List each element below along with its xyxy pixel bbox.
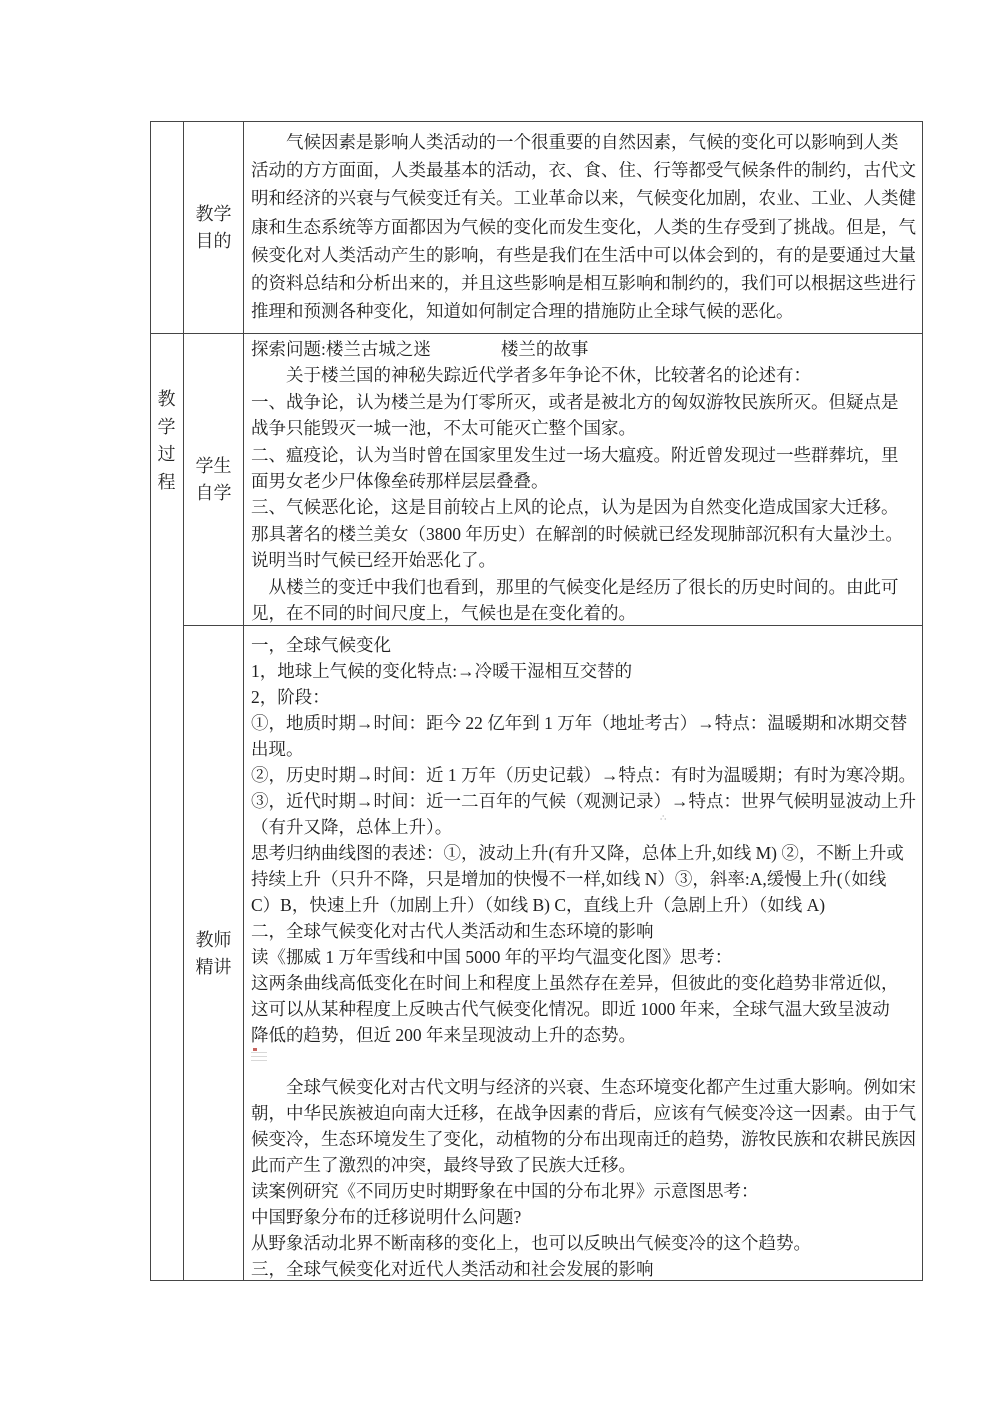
text-line: 那具著名的楼兰美女（3800 年历史）在解剖的时候就已经发现肺部沉积有大量沙土。 (251, 523, 903, 544)
text-line: 从楼兰的变迁中我们也看到，那里的气候变化是经历了很长的历史时间的。由此可 (251, 576, 899, 597)
text-line: ①，地质时期→时间：距今 22 亿年到 1 万年（地址考古）→特点：温暖期和冰期交替 (251, 713, 908, 733)
text-line: 推理和预测各种变化，知道如何制定合理的措施防止全球气候的恶化。 (251, 301, 794, 322)
text-line: 1，地球上气候的变化特点:→冷暖干湿相互交替的 (251, 661, 633, 681)
text-line: 二、瘟疫论，认为当时曾在国家里发生过一场大瘟疫。附近曾发现过一些群葬坑，里 (251, 444, 899, 465)
text-line: 候变化对人类活动产生的影响，有些是我们在生活中可以体会到的，有的是要通过大量 (251, 244, 916, 265)
text-line: 三、气候恶化论，这是目前较占上风的论点，认为是因为自然变化造成国家大迁移。 (251, 497, 899, 518)
text-line: 过 (157, 444, 176, 464)
column-divider-2 (243, 121, 244, 1281)
text-line: 气候因素是影响人类活动的一个很重要的自然因素，气候的变化可以影响到人类 (251, 132, 899, 152)
text-line: 候变冷，生态环境发生了变化，动植物的分布出现南迁的趋势，游牧民族和农耕民族因 (251, 1129, 916, 1149)
row-divider-1 (150, 333, 923, 334)
text-line: 中国野象分布的迁移说明什么问题? (251, 1207, 522, 1227)
teaching-objectives-text (251, 128, 919, 325)
text-line: 一、战争论，认为楼兰是为仃零所灭，或者是被北方的匈奴游牧民族所灭。但疑点是 (251, 391, 899, 412)
text-line: 自学 (195, 482, 232, 503)
text-line: 康和生态系统等方面都因为气候的变化而发生变化，人类的生存受到了挑战。但是，气 (251, 216, 916, 237)
student-self-study-label (184, 334, 243, 625)
teacher-lecture-text (251, 632, 919, 1282)
text-line: 活动的方方面面，人类最基本的活动，衣、食、住、行等都受气候条件的制约，古代文 (251, 160, 916, 181)
text-line: 探索问题:楼兰古城之迷 楼兰的故事 (251, 339, 589, 359)
text-line: 的资料总结和分析出来的，并且这些影响是相互影响和制约的，我们可以根据这些进行 (251, 273, 916, 294)
text-line: 朝，中华民族被迫向南大迁移，在战争因素的背后，应该有气候变冷这一因素。由于气 (251, 1103, 916, 1123)
text-line: 程 (157, 471, 176, 492)
text-line: 说明当时气候已经开始恶化了。 (251, 550, 496, 571)
text-line: 教学 (195, 203, 232, 224)
text-line (251, 1048, 919, 1074)
text-line: ②，历史时期→时间：近 1 万年（历史记载）→特点：有时为温暖期；有时为寒冷期。 (251, 765, 916, 785)
text-line: 学 (157, 416, 176, 437)
text-line: 目的 (195, 230, 232, 251)
text-line: 读《挪威 1 万年雪线和中国 5000 年的平均气温变化图》思考： (251, 947, 733, 967)
text-line: 思考归纳曲线图的表述：①，波动上升(有升又降，总体上升,如线 M) ②，不断上升或 (251, 843, 904, 863)
text-line: 降低的趋势，但近 200 年来呈现波动上升的态势。 (251, 1025, 636, 1045)
text-line: 教 (157, 389, 176, 409)
text-line: 战争只能毁灭一城一池，不太可能灭亡整个国家。 (251, 418, 636, 439)
text-line: 面男女老少尸体像垒砖那样层层叠叠。 (251, 471, 549, 492)
text-line: 精讲 (195, 956, 232, 977)
text-line: 2，阶段： (251, 687, 330, 707)
text-line: ③，近代时期→时间：近一二百年的气候（观测记录）→特点：世界气候明显波动上升 (251, 791, 916, 811)
text-line: 持续上升（只升不降，只是增加的快慢不一样,如线 N）③，斜率:A,缓慢上升(（如线 (251, 869, 887, 889)
text-line: 此而产生了激烈的冲突，最终导致了民族大迁移。 (251, 1155, 636, 1175)
text-line: 读案例研究《不同历史时期野象在中国的分布北界》示意图思考： (251, 1181, 759, 1201)
text-line: 明和经济的兴衰与气候变迁有关。工业革命以来，气候变化加剧，农业、工业、人类健 (251, 188, 916, 209)
text-line: C）B，快速上升（加剧上升）（如线 B) C，直线上升（急剧上升）（如线 A) (251, 895, 826, 915)
text-line: 全球气候变化对古代文明与经济的兴衰、生态环境变化都产生过重大影响。例如宋 (251, 1077, 916, 1097)
text-line: 一，全球气候变化 (251, 635, 391, 655)
teacher-lecture-label (184, 626, 243, 1281)
text-line: 这可以从某种程度上反映古代气候变化情况。即近 1000 年来，全球气温大致呈波动 (251, 999, 890, 1019)
placeholder-red-dot-icon (253, 1048, 257, 1051)
embedded-object-placeholder (251, 1049, 267, 1061)
teaching-objectives-label (184, 122, 243, 333)
text-line: 二，全球气候变化对古代人类活动和生态环境的影响 (251, 921, 654, 941)
text-line: 从野象活动北界不断南移的变化上，也可以反映出气候变冷的这个趋势。 (251, 1233, 811, 1253)
teaching-process-vertical-label (151, 386, 182, 496)
text-line: （有升又降，总体上升）。 (251, 817, 453, 837)
inline-smudge-mark: ∴ (660, 814, 667, 823)
student-self-study-text (251, 336, 919, 626)
text-line: 关于楼兰国的神秘失踪近代学者多年争论不休，比较著名的论述有： (251, 365, 811, 386)
text-line: 出现。 (251, 739, 304, 759)
text-line: 见，在不同的时间尺度上，气候也是在变化着的。 (251, 603, 636, 624)
text-line: 学生 (195, 455, 232, 476)
text-line: 教师 (195, 929, 232, 950)
text-line: 三，全球气候变化对近代人类活动和社会发展的影响 (251, 1259, 654, 1279)
text-line: 这两条曲线高低变化在时间上和程度上虽然存在差异，但彼此的变化趋势非常近似， (251, 973, 899, 993)
